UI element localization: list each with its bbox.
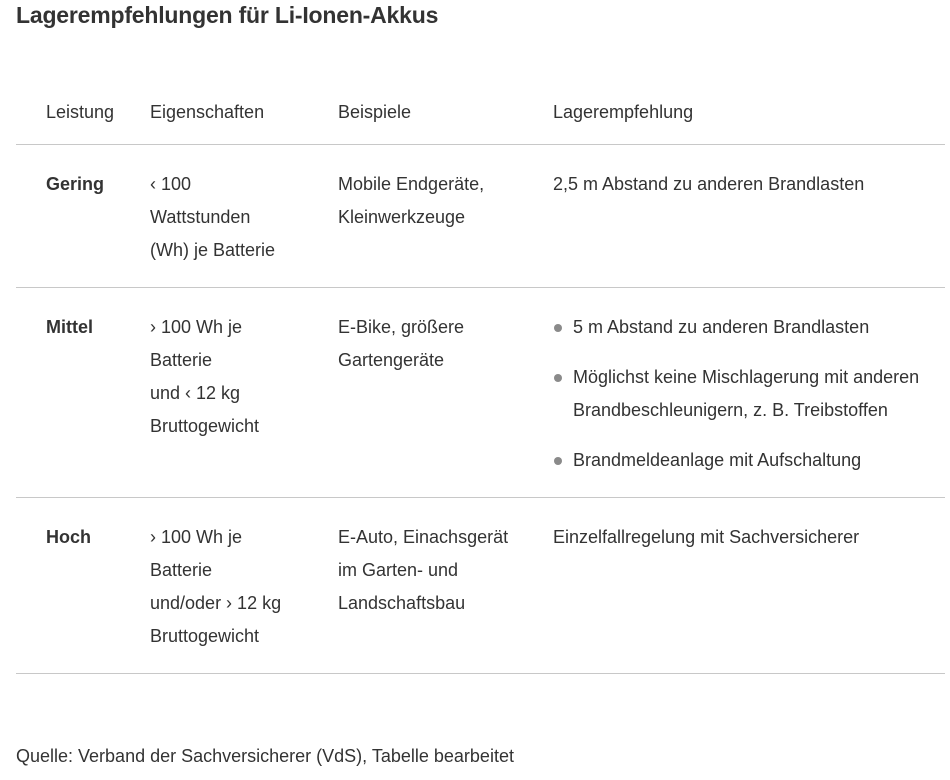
properties-line: › 100 Wh je — [150, 527, 243, 547]
level-cell: Gering — [46, 174, 105, 194]
column-header-lagerempfehlung: Lagerempfehlung — [553, 102, 694, 122]
examples-cell — [308, 168, 523, 267]
recommendation-bullet: Brandmeldeanlage mit Aufschaltung — [553, 444, 939, 477]
examples-line: im Garten- und — [338, 560, 459, 580]
recommendation-list — [553, 311, 939, 477]
properties-line: Batterie — [150, 560, 213, 580]
recommendation-bullet: Möglichst keine Mischlagerung mit anderen Brandbeschleunigern, z. B. Treibstoffen — [553, 361, 939, 427]
properties-cell — [120, 311, 308, 477]
examples-cell — [308, 521, 523, 653]
table-row — [16, 497, 945, 674]
properties-line: Batterie — [150, 350, 213, 370]
examples-line: Mobile Endgeräte, — [338, 174, 485, 194]
properties-cell — [120, 168, 308, 267]
examples-line: E-Bike, größere — [338, 317, 465, 337]
table-row — [16, 287, 945, 497]
properties-line: Wattstunden — [150, 207, 251, 227]
storage-recommendations-table — [16, 85, 945, 674]
properties-line: Bruttogewicht — [150, 416, 260, 436]
level-cell: Hoch — [46, 527, 91, 547]
column-header-beispiele: Beispiele — [338, 102, 412, 122]
recommendation-bullet: 5 m Abstand zu anderen Brandlasten — [553, 311, 939, 344]
table-row — [16, 144, 945, 287]
examples-cell — [308, 311, 523, 477]
properties-line: und ‹ 12 kg — [150, 383, 241, 403]
recommendation-cell: 2,5 m Abstand zu anderen Brandlasten — [553, 174, 865, 194]
recommendation-cell: Einzelfallregelung mit Sachversicherer — [553, 527, 860, 547]
properties-line: Bruttogewicht — [150, 626, 260, 646]
examples-line: Gartengeräte — [338, 350, 445, 370]
page-title: Lagerempfehlungen für Li-Ionen-Akkus — [16, 2, 439, 28]
properties-line: und/oder › 12 kg — [150, 593, 282, 613]
table-header-row — [16, 85, 945, 144]
level-cell: Mittel — [46, 317, 93, 337]
examples-line: E-Auto, Einachsgerät — [338, 527, 509, 547]
properties-cell — [120, 521, 308, 653]
column-header-leistung: Leistung — [46, 102, 115, 122]
properties-line: ‹ 100 — [150, 174, 192, 194]
properties-line: › 100 Wh je — [150, 317, 243, 337]
properties-line: (Wh) je Batterie — [150, 240, 276, 260]
examples-line: Landschaftsbau — [338, 593, 466, 613]
source-note: Quelle: Verband der Sachversicherer (VdS), Tabelle bearbeitet — [16, 746, 514, 766]
recommendation-cell — [523, 311, 945, 477]
column-header-eigenschaften: Eigenschaften — [150, 102, 265, 122]
examples-line: Kleinwerkzeuge — [338, 207, 466, 227]
